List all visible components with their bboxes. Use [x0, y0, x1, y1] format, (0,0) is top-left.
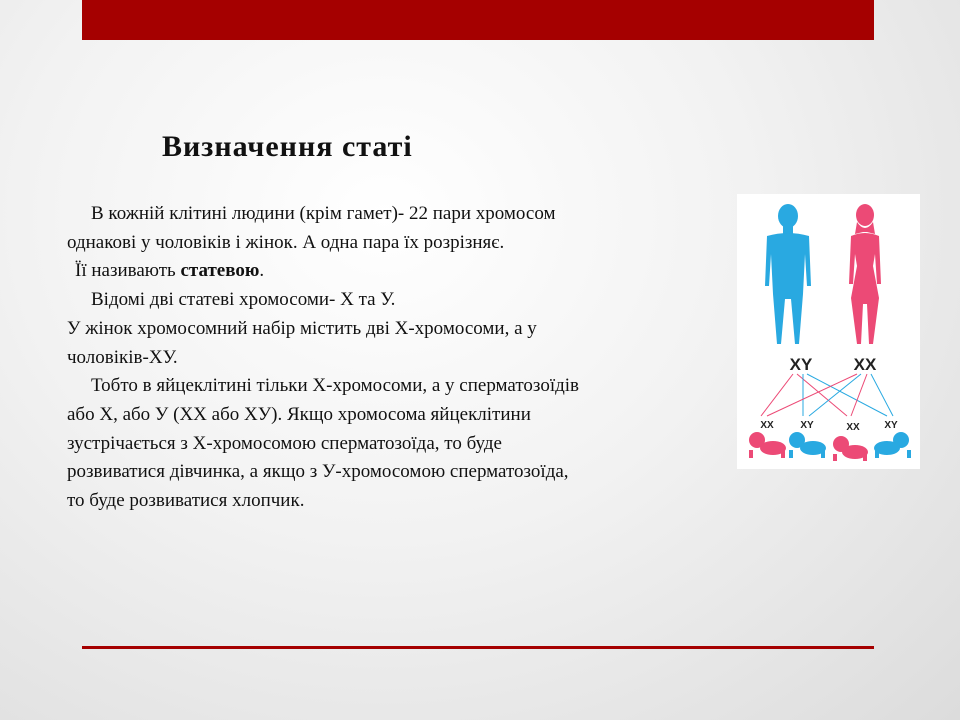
baby-boy-icon	[789, 432, 826, 458]
inheritance-line	[767, 374, 857, 416]
text-line	[67, 315, 717, 344]
text-line-5: У жінок хромосомний набір містить дві Х-хромосоми, а у	[67, 317, 537, 339]
text-line-2: однакові у чоловіків і жінок. А одна пара їх розрізняє.	[67, 231, 505, 253]
baby-girl-icon	[833, 436, 868, 461]
text-line	[67, 487, 717, 516]
text-line	[67, 430, 717, 459]
text-line	[67, 344, 717, 373]
bottom-divider	[82, 646, 874, 649]
text-line-10: розвиватися дівчинка, а якщо з У-хромосомою сперматозоїда,	[67, 461, 569, 483]
child-label: XY	[884, 420, 898, 431]
body-text	[67, 200, 717, 516]
male-figure-icon	[765, 204, 811, 344]
child-label: XX	[846, 422, 860, 433]
text-line	[67, 372, 717, 401]
inheritance-line	[807, 374, 887, 416]
text-line-1: В кожній клітині людини (крім гамет)- 22 пари хромосом	[91, 203, 556, 224]
text-line-8: або Х, або У (ХХ або ХУ). Якщо хромосома яйцеклітини	[67, 403, 531, 425]
text-line	[67, 229, 717, 258]
child-label: XX	[760, 420, 774, 431]
text-line	[67, 257, 717, 286]
text-line-7: Тобто в яйцеклітині тільки Х-хромосоми, а у сперматозоїдів	[91, 375, 580, 397]
inheritance-line	[797, 374, 847, 416]
chromosome-inheritance-illustration	[737, 194, 920, 469]
text-line	[67, 286, 717, 315]
text-line-9: зустрічається з Х-хромосомою сперматозоїда, то буде	[67, 432, 502, 454]
text-line-3-prefix: Її називають	[75, 260, 181, 282]
female-figure-icon	[849, 204, 881, 344]
text-line	[67, 458, 717, 487]
text-line	[67, 200, 717, 229]
inheritance-line	[761, 374, 793, 416]
baby-girl-icon	[749, 432, 786, 458]
child-label: XY	[800, 420, 814, 431]
text-line	[67, 401, 717, 430]
baby-boy-icon	[874, 432, 911, 458]
slide-title: Визначення статі	[162, 130, 413, 163]
top-accent-bar	[82, 0, 874, 40]
female-chromosome-label: XX	[853, 355, 877, 374]
text-line-11: то буде розвиватися хлопчик.	[67, 490, 305, 512]
inheritance-diagram	[737, 194, 920, 469]
inheritance-lines	[761, 374, 893, 416]
text-line-3-suffix: .	[259, 260, 265, 282]
male-chromosome-label: XY	[789, 355, 813, 374]
bold-term: статевою	[180, 260, 260, 282]
text-line-6: чоловіків-ХУ.	[67, 346, 178, 368]
text-line-4: Відомі дві статеві хромосоми- Х та У.	[91, 289, 396, 311]
